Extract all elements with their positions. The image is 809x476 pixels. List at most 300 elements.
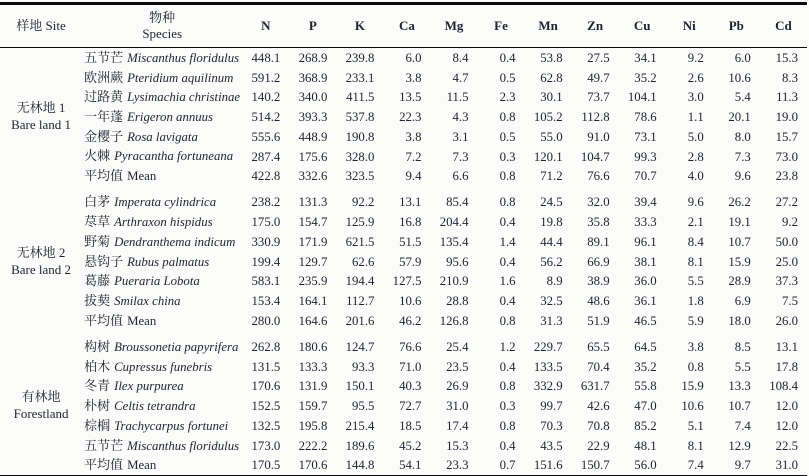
value-Ni: 5.5 — [687, 274, 704, 289]
value-N: 132.5 — [251, 418, 281, 433]
species-name-cell — [82, 232, 242, 252]
species-name-cell — [82, 127, 242, 147]
value-Ca: 46.2 — [399, 313, 422, 328]
value-Pb: 5.4 — [734, 90, 751, 105]
species-name-latin: Erigeron annuus — [127, 109, 214, 124]
value-Ca: 51.5 — [399, 234, 422, 249]
value-K: 112.7 — [346, 294, 375, 309]
value-Pb: 9.7 — [734, 458, 751, 473]
value-Fe: 0.8 — [499, 379, 516, 394]
value-Mn: 133.5 — [533, 359, 563, 374]
species-name-cn: 柏木 — [84, 358, 111, 374]
value-Mn: 56.2 — [540, 254, 563, 269]
value-Mn: 24.5 — [540, 195, 563, 210]
value-Cu: 99.3 — [634, 149, 657, 164]
value-Ca: 18.5 — [399, 418, 422, 433]
value-N: 153.4 — [251, 294, 281, 309]
value-Zn: 73.7 — [587, 90, 610, 105]
value-Ca: 3.8 — [405, 129, 422, 144]
value-Ca: 127.5 — [392, 274, 422, 289]
value-Mg: 17.4 — [446, 418, 469, 433]
species-row — [0, 436, 807, 456]
value-Fe: 0.8 — [499, 110, 516, 125]
value-N: 173.0 — [251, 438, 281, 453]
value-Pb: 8.5 — [734, 339, 751, 354]
value-Fe: 0.4 — [499, 215, 516, 230]
value-Ca: 54.1 — [399, 458, 422, 473]
value-Cu: 46.5 — [634, 313, 657, 328]
header-element-Ni: Ni — [682, 17, 696, 33]
species-name-cn: 朴树 — [84, 398, 111, 414]
value-Cd: 11.3 — [776, 90, 798, 105]
value-K: 124.7 — [345, 339, 375, 354]
value-K: 215.4 — [345, 418, 375, 433]
species-name-cn: 过路黄 — [84, 89, 124, 105]
mean-row — [0, 311, 807, 331]
species-name-cell — [82, 107, 242, 127]
species-name-cell — [82, 88, 242, 108]
species-row — [0, 331, 807, 357]
value-Mn: 62.8 — [540, 70, 563, 85]
site-name-cn: 无林地 2 — [16, 244, 66, 260]
header-element-Pb: Pb — [728, 17, 744, 33]
header-element-K: K — [354, 17, 365, 33]
value-Mg: 25.4 — [446, 339, 469, 354]
value-Cu: 55.8 — [634, 379, 657, 394]
value-Zn: 35.8 — [587, 215, 610, 230]
value-N: 152.5 — [251, 399, 281, 414]
value-N: 555.6 — [251, 129, 281, 144]
value-Zn: 70.8 — [587, 418, 610, 433]
value-Cd: 73.0 — [775, 149, 798, 164]
species-name-cell — [82, 396, 242, 416]
header-species — [82, 4, 242, 48]
value-N: 448.1 — [251, 50, 281, 65]
value-Cu: 34.1 — [634, 50, 657, 65]
species-name-cell — [82, 377, 242, 397]
value-Mg: 135.4 — [439, 234, 469, 249]
value-Fe: 0.4 — [499, 359, 516, 374]
value-Zn: 49.7 — [587, 70, 610, 85]
mean-row — [0, 456, 807, 476]
value-Ni: 5.0 — [687, 129, 704, 144]
value-P: 368.9 — [298, 70, 328, 85]
value-Ni: 9.2 — [687, 50, 704, 65]
header-element-Mn: Mn — [538, 17, 558, 33]
species-name-latin: Mean — [127, 313, 157, 328]
value-Ca: 45.2 — [399, 438, 422, 453]
value-Pb: 7.4 — [734, 418, 751, 433]
value-Fe: 0.3 — [499, 149, 516, 164]
site-cell — [0, 48, 82, 187]
value-Pb: 10.6 — [728, 70, 751, 85]
value-Fe: 1.6 — [499, 274, 516, 289]
species-name-cell — [82, 48, 242, 68]
value-K: 411.5 — [346, 90, 375, 105]
value-P: 175.6 — [298, 149, 328, 164]
species-name-latin: Celtis tetrandra — [114, 399, 196, 414]
header-species-en: Species — [142, 25, 183, 41]
value-Cu: 73.1 — [634, 129, 657, 144]
value-Mg: 95.6 — [446, 254, 469, 269]
value-Pb: 5.5 — [734, 359, 751, 374]
value-Fe: 2.3 — [499, 90, 516, 105]
species-name-cell — [82, 212, 242, 232]
value-Cd: 12.0 — [775, 399, 798, 414]
value-Ca: 6.0 — [405, 50, 422, 65]
species-name-latin: Miscanthus floridulus — [127, 438, 240, 453]
value-Cd: 23.8 — [775, 169, 798, 184]
value-Mg: 31.0 — [446, 399, 469, 414]
species-row — [0, 416, 807, 436]
value-Mn: 53.8 — [540, 50, 563, 65]
value-Pb: 7.3 — [734, 149, 751, 164]
species-row — [0, 68, 807, 88]
value-K: 150.1 — [345, 379, 375, 394]
value-K: 189.6 — [345, 438, 375, 453]
value-N: 330.9 — [251, 234, 281, 249]
value-Cd: 37.3 — [775, 274, 798, 289]
value-Cd: 15.3 — [775, 50, 798, 65]
value-Cd: 31.0 — [775, 458, 798, 473]
species-row — [0, 396, 807, 416]
value-Fe: 0.8 — [499, 169, 516, 184]
value-Mg: 4.7 — [452, 70, 469, 85]
value-Mg: 28.8 — [446, 294, 469, 309]
value-P: 340.0 — [298, 90, 328, 105]
species-row — [0, 147, 807, 167]
value-Zn: 22.9 — [587, 438, 610, 453]
value-Pb: 8.0 — [734, 129, 751, 144]
value-Ca: 71.0 — [399, 359, 422, 374]
value-Cu: 56.0 — [634, 458, 657, 473]
value-P: 159.7 — [298, 399, 328, 414]
value-Mg: 6.6 — [452, 169, 469, 184]
value-N: 287.4 — [251, 149, 281, 164]
value-Cd: 27.2 — [775, 195, 798, 210]
value-P: 332.6 — [298, 169, 328, 184]
species-name-cn: 五节芒 — [84, 49, 124, 65]
species-name-latin: Broussonetia papyrifera — [114, 339, 239, 354]
value-K: 621.5 — [345, 234, 375, 249]
value-Cd: 19.0 — [775, 110, 798, 125]
mean-row — [0, 167, 807, 187]
header-site: 样地 Site — [16, 17, 66, 33]
value-P: 164.1 — [298, 294, 328, 309]
value-Ca: 7.2 — [405, 149, 422, 164]
value-P: 180.6 — [298, 339, 328, 354]
table-header — [0, 4, 807, 48]
species-name-cell — [82, 456, 242, 476]
value-Zn: 150.7 — [580, 458, 610, 473]
value-N: 262.8 — [251, 339, 281, 354]
value-Pb: 18.0 — [728, 313, 751, 328]
species-name-cn: 一年蓬 — [84, 108, 124, 124]
value-Cu: 35.2 — [634, 70, 657, 85]
value-Mn: 71.2 — [540, 169, 563, 184]
value-N: 238.2 — [251, 195, 281, 210]
value-K: 125.9 — [345, 215, 375, 230]
value-Mg: 8.4 — [452, 50, 469, 65]
value-Zn: 76.6 — [587, 169, 610, 184]
species-name-latin: Cupressus funebris — [114, 359, 213, 374]
species-name-cell — [82, 186, 242, 212]
value-Fe: 0.5 — [499, 129, 516, 144]
value-Mn: 8.9 — [546, 274, 563, 289]
value-Ni: 5.1 — [687, 418, 704, 433]
species-name-latin: Miscanthus floridulus — [127, 50, 240, 65]
value-Pb: 12.9 — [728, 438, 751, 453]
header-element-Zn: Zn — [587, 17, 604, 33]
value-P: 235.9 — [298, 274, 328, 289]
value-Mg: 23.5 — [446, 359, 469, 374]
species-name-latin: Arthraxon hispidus — [114, 215, 213, 230]
value-K: 233.1 — [345, 70, 375, 85]
value-N: 199.4 — [251, 254, 281, 269]
value-Cu: 78.6 — [634, 110, 657, 125]
species-name-cell — [82, 68, 242, 88]
species-name-cell — [82, 331, 242, 357]
species-name-cn: 欧洲蕨 — [84, 69, 124, 85]
value-K: 201.6 — [345, 313, 375, 328]
value-Zn: 91.0 — [587, 129, 610, 144]
value-Ni: 4.0 — [687, 169, 704, 184]
species-name-cell — [82, 291, 242, 311]
value-Mg: 4.3 — [452, 110, 469, 125]
value-K: 144.8 — [345, 458, 375, 473]
value-Mn: 32.5 — [540, 294, 563, 309]
species-name-latin: Mean — [127, 169, 157, 184]
value-N: 514.2 — [251, 110, 281, 125]
species-name-cn: 葛藤 — [84, 273, 111, 289]
header-element-N: N — [261, 17, 271, 33]
value-N: 170.5 — [251, 458, 281, 473]
value-Mg: 7.3 — [452, 149, 469, 164]
value-Ca: 57.9 — [399, 254, 422, 269]
species-name-cn: 五节芒 — [84, 437, 124, 453]
species-name-cn: 金樱子 — [84, 128, 124, 144]
value-Ni: 2.6 — [687, 70, 704, 85]
value-Mg: 11.5 — [446, 90, 469, 105]
value-Ca: 10.6 — [399, 294, 422, 309]
species-row — [0, 127, 807, 147]
value-Ca: 9.4 — [405, 169, 422, 184]
value-Fe: 0.8 — [499, 195, 516, 210]
species-name-latin: Ilex purpurea — [114, 379, 184, 394]
value-Ni: 1.8 — [687, 294, 704, 309]
value-Ca: 13.1 — [399, 195, 422, 210]
value-Mn: 43.5 — [540, 438, 563, 453]
species-name-cell — [82, 167, 242, 187]
species-name-cn: 平均值 — [84, 312, 124, 328]
value-Ca: 72.7 — [399, 399, 422, 414]
value-Ca: 22.3 — [399, 110, 422, 125]
table-body — [0, 48, 807, 476]
value-Fe: 0.4 — [499, 438, 516, 453]
species-name-latin: Mean — [127, 458, 157, 473]
value-Ni: 8.1 — [687, 254, 704, 269]
value-Cd: 22.5 — [775, 438, 798, 453]
species-name-cn: 火棘 — [84, 148, 111, 164]
value-P: 133.3 — [298, 359, 328, 374]
value-Fe: 1.2 — [499, 339, 516, 354]
value-Fe: 1.4 — [499, 234, 516, 249]
value-Cu: 104.1 — [627, 90, 657, 105]
species-name-cn: 拔葜 — [84, 293, 111, 308]
value-Mn: 151.6 — [533, 458, 563, 473]
value-Cu: 96.1 — [634, 234, 657, 249]
value-Ni: 8.4 — [687, 234, 704, 249]
value-P: 171.9 — [298, 234, 328, 249]
value-P: 448.9 — [298, 129, 328, 144]
value-Zn: 66.9 — [587, 254, 610, 269]
species-row — [0, 291, 807, 311]
value-Zn: 104.7 — [580, 149, 610, 164]
species-name-latin: Rubus palmatus — [127, 254, 210, 269]
species-row — [0, 377, 807, 397]
value-Mn: 44.4 — [540, 234, 563, 249]
value-Cu: 48.1 — [634, 438, 657, 453]
value-Mn: 332.9 — [533, 379, 563, 394]
species-name-cell — [82, 416, 242, 436]
species-name-cn: 冬青 — [84, 378, 111, 394]
value-P: 164.6 — [298, 313, 328, 328]
species-name-cn: 棕榈 — [84, 417, 111, 433]
species-name-cell — [82, 436, 242, 456]
value-K: 194.4 — [345, 274, 375, 289]
value-Zn: 112.8 — [581, 110, 610, 125]
header-row — [0, 4, 807, 48]
value-K: 93.3 — [352, 359, 375, 374]
value-Mg: 85.4 — [446, 195, 469, 210]
value-P: 170.6 — [298, 458, 328, 473]
value-Fe: 0.8 — [499, 418, 516, 433]
species-name-cn: 白茅 — [84, 194, 111, 210]
value-Mn: 30.1 — [540, 90, 563, 105]
species-row — [0, 48, 807, 68]
value-Mn: 105.2 — [533, 110, 563, 125]
species-row — [0, 212, 807, 232]
value-Mn: 31.3 — [540, 313, 563, 328]
species-name-cn: 悬钩子 — [84, 253, 124, 269]
value-Cu: 33.3 — [634, 215, 657, 230]
value-P: 129.7 — [298, 254, 328, 269]
value-Ni: 0.8 — [687, 359, 704, 374]
value-Ni: 7.4 — [687, 458, 704, 473]
site-name-en: Forestland — [13, 406, 69, 422]
species-row — [0, 186, 807, 212]
value-K: 190.8 — [345, 129, 375, 144]
value-N: 140.2 — [251, 90, 281, 105]
value-Pb: 9.6 — [734, 169, 751, 184]
value-Pb: 19.1 — [728, 215, 751, 230]
value-N: 175.0 — [251, 215, 281, 230]
value-K: 323.5 — [345, 169, 375, 184]
value-Pb: 20.1 — [728, 110, 751, 125]
species-name-cn: 荩草 — [84, 214, 111, 230]
species-row — [0, 232, 807, 252]
species-name-cn: 野菊 — [84, 233, 111, 249]
value-N: 583.1 — [251, 274, 281, 289]
species-row — [0, 357, 807, 377]
value-Mn: 55.0 — [540, 129, 563, 144]
species-row — [0, 272, 807, 292]
value-Fe: 0.4 — [499, 254, 516, 269]
value-Pb: 26.2 — [728, 195, 751, 210]
value-Cd: 26.0 — [775, 313, 798, 328]
value-P: 131.9 — [298, 379, 328, 394]
value-P: 268.9 — [298, 50, 328, 65]
value-Cu: 70.7 — [634, 169, 657, 184]
value-Cd: 9.2 — [782, 215, 798, 230]
value-P: 393.3 — [298, 110, 328, 125]
species-name-latin: Trachycarpus fortunei — [114, 418, 229, 433]
value-Pb: 15.9 — [728, 254, 751, 269]
value-Zn: 631.7 — [580, 379, 610, 394]
site-cell — [0, 331, 82, 476]
value-Fe: 0.5 — [499, 70, 516, 85]
value-Zn: 70.4 — [587, 359, 610, 374]
value-Ni: 9.6 — [687, 195, 704, 210]
value-N: 170.6 — [251, 379, 281, 394]
value-Cd: 108.4 — [769, 379, 798, 394]
value-Pb: 13.3 — [728, 379, 751, 394]
value-Cd: 7.5 — [782, 294, 798, 309]
value-K: 92.2 — [352, 195, 375, 210]
value-Ni: 3.8 — [687, 339, 704, 354]
header-element-Cu: Cu — [633, 17, 651, 33]
value-Mg: 3.1 — [452, 129, 469, 144]
value-Cu: 64.5 — [634, 339, 657, 354]
species-row — [0, 88, 807, 108]
value-Cd: 17.8 — [775, 359, 798, 374]
site-name-cn: 无林地 1 — [16, 100, 66, 116]
value-Cu: 35.2 — [634, 359, 657, 374]
element-concentration-table — [0, 2, 807, 476]
value-Zn: 48.6 — [587, 294, 610, 309]
value-Ni: 10.6 — [681, 399, 704, 414]
value-K: 239.8 — [345, 50, 375, 65]
value-N: 280.0 — [251, 313, 281, 328]
value-Fe: 0.3 — [499, 399, 516, 414]
value-Cd: 13.1 — [775, 339, 798, 354]
value-Zn: 32.0 — [587, 195, 610, 210]
species-name-cell — [82, 272, 242, 292]
site-name-en: Bare land 1 — [11, 117, 71, 133]
species-name-latin: Pyracantha fortuneana — [114, 149, 234, 164]
value-Fe: 0.7 — [499, 458, 516, 473]
value-K: 328.0 — [345, 149, 375, 164]
value-Ca: 76.6 — [399, 339, 422, 354]
value-P: 222.2 — [298, 438, 328, 453]
value-Cd: 15.7 — [775, 129, 798, 144]
value-Cd: 25.0 — [775, 254, 798, 269]
value-Ca: 40.3 — [399, 379, 422, 394]
header-element-Cd: Cd — [775, 17, 792, 33]
value-Ni: 2.8 — [687, 149, 704, 164]
value-Ca: 16.8 — [399, 215, 422, 230]
value-Mg: 15.3 — [446, 438, 469, 453]
value-Cu: 85.2 — [634, 418, 657, 433]
value-Ni: 5.9 — [687, 313, 704, 328]
value-Mn: 229.7 — [533, 339, 563, 354]
value-Ni: 3.0 — [687, 90, 704, 105]
value-Cd: 50.0 — [775, 234, 798, 249]
species-name-cell — [82, 357, 242, 377]
value-Pb: 10.7 — [728, 399, 751, 414]
value-Mg: 26.9 — [446, 379, 469, 394]
species-name-cell — [82, 252, 242, 272]
